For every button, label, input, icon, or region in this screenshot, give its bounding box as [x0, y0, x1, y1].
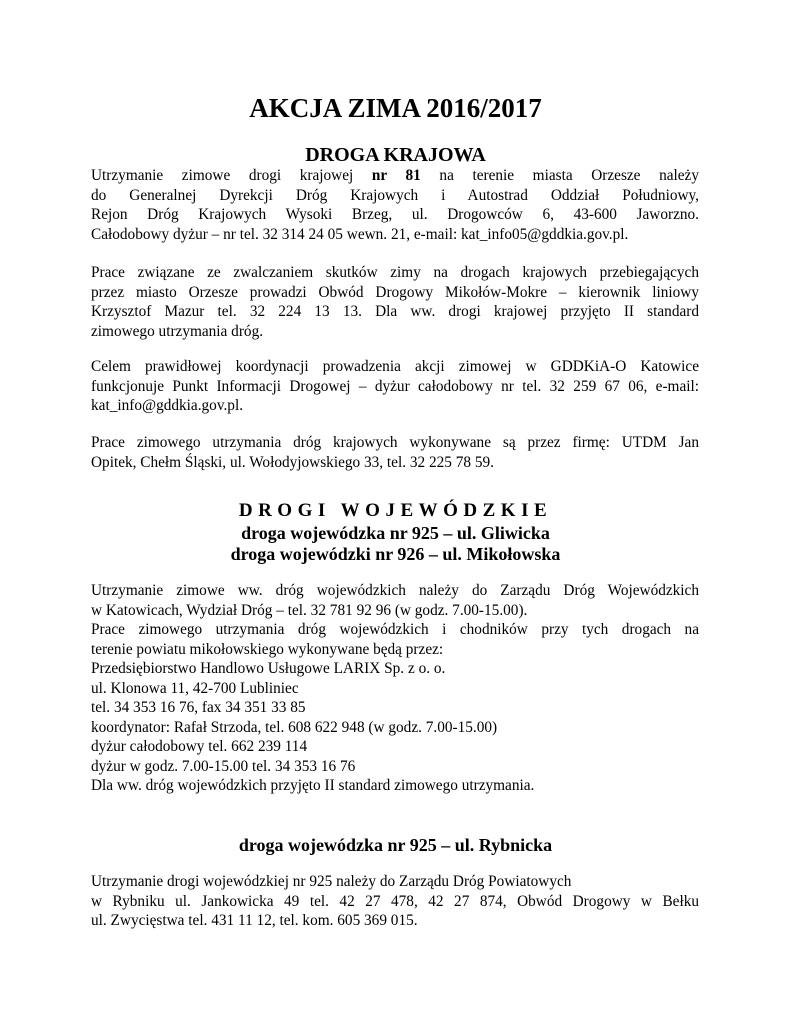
text-line: koordynator: Rafał Strzoda, tel. 608 622 948 (w godz. 7.00-15.00): [91, 718, 498, 736]
text-line: dyżur całodobowy tel. 662 239 114: [91, 738, 308, 755]
text-line: Prace zimowego utrzymania dróg krajowych wykonywane są przez firmę: UTDM Jan: [91, 434, 699, 451]
text-line: Opitek, Chełm Śląski, ul. Wołodyjowskiego 33, tel. 32 225 78 59.: [91, 453, 494, 471]
text-line: funkcjonuje Punkt Informacji Drogowej – dyżur całodobowy nr tel. 32 259 67 06, e-mail:: [91, 377, 699, 395]
text-line: zimowego utrzymania dróg.: [91, 322, 264, 340]
paragraph-wojewodzkie-maintenance: [91, 581, 699, 796]
subheading-road-926-mikolowska: droga wojewódzki nr 926 – ul. Mikołowska: [230, 544, 561, 564]
section-heading-drogi-wojewodzkie: DROGI WOJEWÓDZKIE: [238, 500, 553, 521]
text-line: Dla ww. dróg wojewódzkich przyjęto II standard zimowego utrzymania.: [91, 777, 535, 794]
paragraph-krajowa-maintenance: [91, 166, 699, 244]
text-line: Celem prawidłowej koordynacji prowadzenia akcji zimowej w GDDKiA-O Katowice: [91, 358, 699, 375]
paragraph-krajowa-works: [91, 263, 699, 341]
section-heading-droga-krajowa: DROGA KRAJOWA: [305, 144, 486, 166]
text-line: Całodobowy dyżur – nr tel. 32 314 24 05 wewn. 21, e-mail: kat_info05@gddkia.gov.pl.: [91, 225, 629, 243]
text-line: Prace związane ze zwalczaniem skutków zimy na drogach krajowych przebiegających: [91, 264, 699, 281]
text-line: Przedsiębiorstwo Handlowo Usługowe LARIX Sp. z o. o.: [91, 660, 446, 677]
text-line: tel. 34 353 16 76, fax 34 351 33 85: [91, 699, 306, 716]
text-line: do Generalnej Dyrekcji Dróg Krajowych i Autostrad Oddział Południowy,: [91, 186, 699, 204]
text-line: w Rybniku ul. Jankowicka 49 tel. 42 27 478, 42 27 874, Obwód Drogowy w Bełku: [91, 892, 699, 910]
text-line: terenie powiatu mikołowskiego wykonywane będą przez:: [91, 640, 444, 658]
text-line: Utrzymanie zimowe drogi krajowej nr 81 na terenie miasta Orzesze należy: [91, 167, 699, 184]
text-line: kat_info@gddkia.gov.pl.: [91, 397, 244, 414]
text-line: Rejon Dróg Krajowych Wysoki Brzeg, ul. Drogowców 6, 43-600 Jaworzno.: [91, 206, 699, 223]
document-title: AKCJA ZIMA 2016/2017: [249, 93, 542, 123]
subheading-road-925-gliwicka: droga wojewódzka nr 925 – ul. Gliwicka: [241, 523, 550, 543]
text-line: Utrzymanie drogi wojewódzkiej nr 925 należy do Zarządu Dróg Powiatowych: [91, 873, 572, 890]
text-line: przez miasto Orzesze prowadzi Obwód Drogowy Mikołów-Mokre – kierownik liniowy: [91, 283, 699, 301]
text-line: Prace zimowego utrzymania dróg wojewódzkich i chodników przy tych drogach na: [91, 621, 699, 638]
text-line: ul. Zwycięstwa tel. 431 11 12, tel. kom. 605 369 015.: [91, 912, 418, 929]
paragraph-krajowa-coordination: [91, 357, 699, 416]
text-line: Krzysztof Mazur tel. 32 224 13 13. Dla ww. drogi krajowej przyjęto II standard: [91, 303, 699, 320]
text-line: Utrzymanie zimowe ww. dróg wojewódzkich należy do Zarządu Dróg Wojewódzkich: [91, 582, 699, 599]
subheading-road-925-rybnicka: droga wojewódzka nr 925 – ul. Rybnicka: [238, 835, 553, 855]
text-line: dyżur w godz. 7.00-15.00 tel. 34 353 16 76: [91, 757, 356, 775]
paragraph-rybnicka-maintenance: [91, 872, 699, 931]
paragraph-krajowa-contractor: [91, 433, 699, 472]
text-line: ul. Klonowa 11, 42-700 Lubliniec: [91, 679, 299, 697]
text-line: w Katowicach, Wydział Dróg – tel. 32 781 92 96 (w godz. 7.00-15.00).: [91, 601, 528, 619]
